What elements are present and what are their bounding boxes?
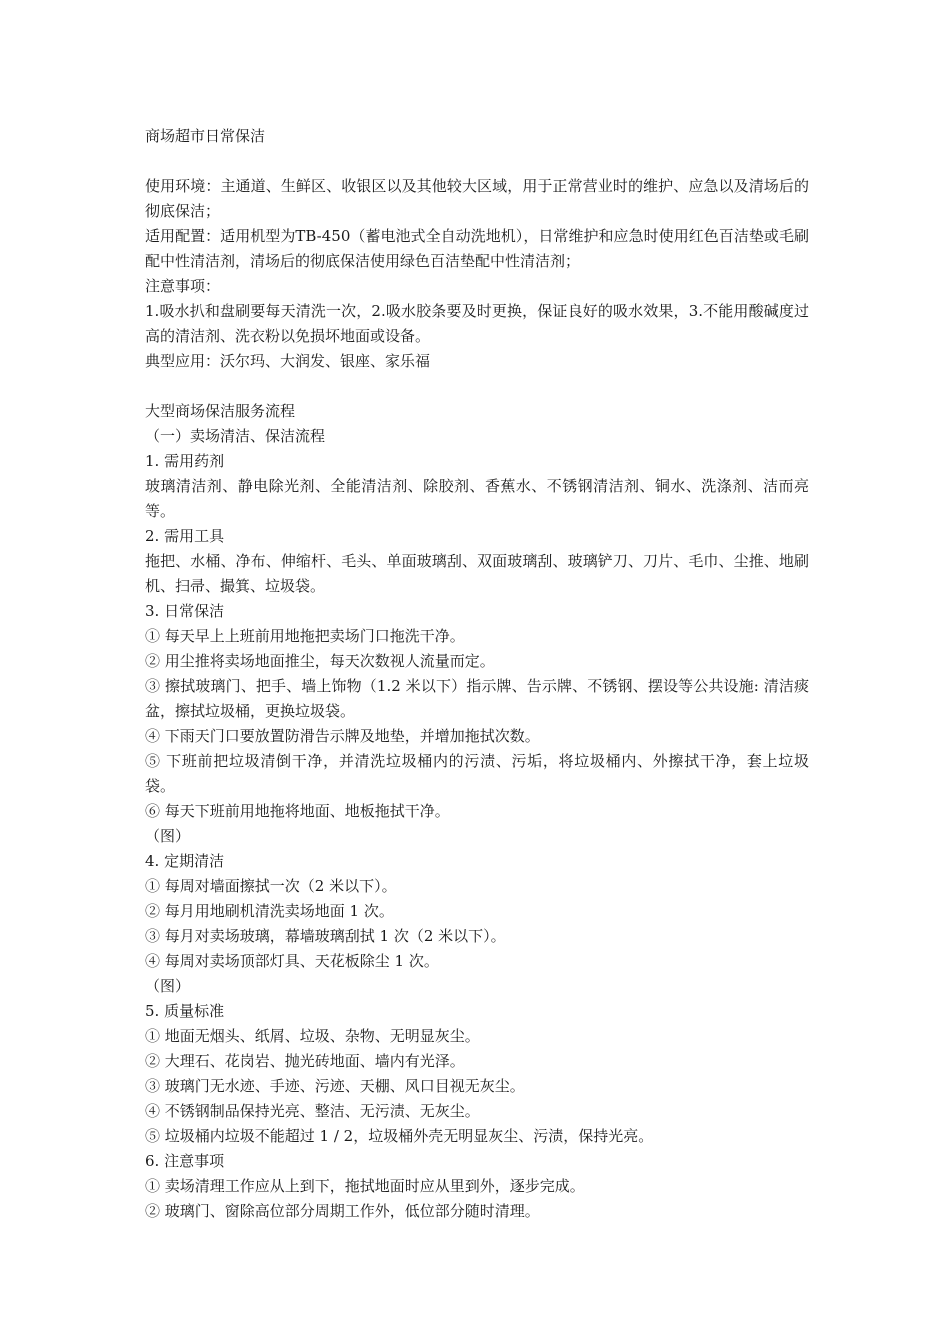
list-item: ⑥ 每天下班前用地拖将地面、地板拖拭干净。: [145, 802, 450, 820]
list-item: ① 每周对墙面擦拭一次（2 米以下）。: [145, 877, 397, 895]
flow-subtitle: （一）卖场清洁、保洁流程: [145, 427, 326, 445]
list-item: ④ 不锈钢制品保持光亮、整洁、无污渍、无灰尘。: [145, 1102, 480, 1120]
section-2-body: 拖把、水桶、净布、伸缩杆、毛头、单面玻璃刮、双面玻璃刮、玻璃铲刀、刀片、毛巾、尘推、地刷机、扫帚、撮箕、垃圾袋。: [145, 552, 809, 595]
doc-title: 商场超市日常保洁: [145, 127, 266, 145]
flow-title: 大型商场保洁服务流程: [145, 402, 296, 420]
spacer: [145, 149, 809, 174]
list-item: ③ 擦拭玻璃门、把手、墙上饰物（1.2 米以下）指示牌、告示牌、不锈钢、摆设等公共设施: 清洁痰盆，擦拭垃圾桶，更换垃圾袋。: [145, 677, 809, 720]
list-item: ① 地面无烟头、纸屑、垃圾、杂物、无明显灰尘。: [145, 1027, 480, 1045]
figure-placeholder: （图）: [145, 827, 191, 845]
section-4-heading: 4. 定期清洁: [145, 852, 225, 870]
list-item: ② 每月用地刷机清洗卖场地面 1 次。: [145, 902, 394, 920]
list-item: ① 每天早上上班前用地拖把卖场门口拖洗干净。: [145, 627, 465, 645]
list-item: ④ 每周对卖场顶部灯具、天花板除尘 1 次。: [145, 952, 439, 970]
notes-body: 1.吸水扒和盘刷要每天清洗一次，2.吸水胶条要及时更换，保证良好的吸水效果，3.不能用酸碱度过高的清洁剂、洗衣粉以免损坏地面或设备。: [145, 302, 809, 345]
list-item: ④ 下雨天门口要放置防滑告示牌及地垫，并增加拖拭次数。: [145, 727, 540, 745]
applicable-configuration: 适用配置：适用机型为TB-450（蓄电池式全自动洗地机），日常维护和应急时使用红色百洁垫或毛刷配中性清洁剂，清场后的彻底保洁使用绿色百洁垫配中性清洁剂；: [145, 227, 809, 270]
section-2-heading: 2. 需用工具: [145, 527, 225, 545]
section-1-heading: 1. 需用药剂: [145, 452, 225, 470]
list-item: ③ 每月对卖场玻璃，幕墙玻璃刮拭 1 次（2 米以下）。: [145, 927, 506, 945]
figure-placeholder: （图）: [145, 977, 191, 995]
list-item: ② 玻璃门、窗除高位部分周期工作外，低位部分随时清理。: [145, 1202, 540, 1220]
section-1-body: 玻璃清洁剂、静电除光剂、全能清洁剂、除胶剂、香蕉水、不锈钢清洁剂、铜水、洗涤剂、洁而亮等。: [145, 477, 809, 520]
list-item: ② 大理石、花岗岩、抛光砖地面、墙内有光泽。: [145, 1052, 465, 1070]
notes-heading: 注意事项：: [145, 277, 221, 295]
typical-applications: 典型应用：沃尔玛、大润发、银座、家乐福: [145, 352, 431, 370]
list-item: ⑤ 垃圾桶内垃圾不能超过 1 / 2，垃圾桶外壳无明显灰尘、污渍，保持光亮。: [145, 1127, 654, 1145]
section-6-heading: 6. 注意事项: [145, 1152, 225, 1170]
list-item: ② 用尘推将卖场地面推尘，每天次数视人流量而定。: [145, 652, 495, 670]
list-item: ① 卖场清理工作应从上到下，拖拭地面时应从里到外，逐步完成。: [145, 1177, 585, 1195]
document-page: [145, 124, 809, 1224]
section-5-heading: 5. 质量标准: [145, 1002, 225, 1020]
list-item: ⑤ 下班前把垃圾清倒干净，并清洗垃圾桶内的污渍、污垢，将垃圾桶内、外擦拭干净，套上垃圾袋。: [145, 752, 809, 795]
spacer: [145, 374, 809, 399]
usage-environment: 使用环境：主通道、生鲜区、收银区以及其他较大区域，用于正常营业时的维护、应急以及清场后的彻底保洁；: [145, 177, 809, 220]
section-3-heading: 3. 日常保洁: [145, 602, 225, 620]
list-item: ③ 玻璃门无水迹、手迹、污迹、天棚、风口目视无灰尘。: [145, 1077, 525, 1095]
